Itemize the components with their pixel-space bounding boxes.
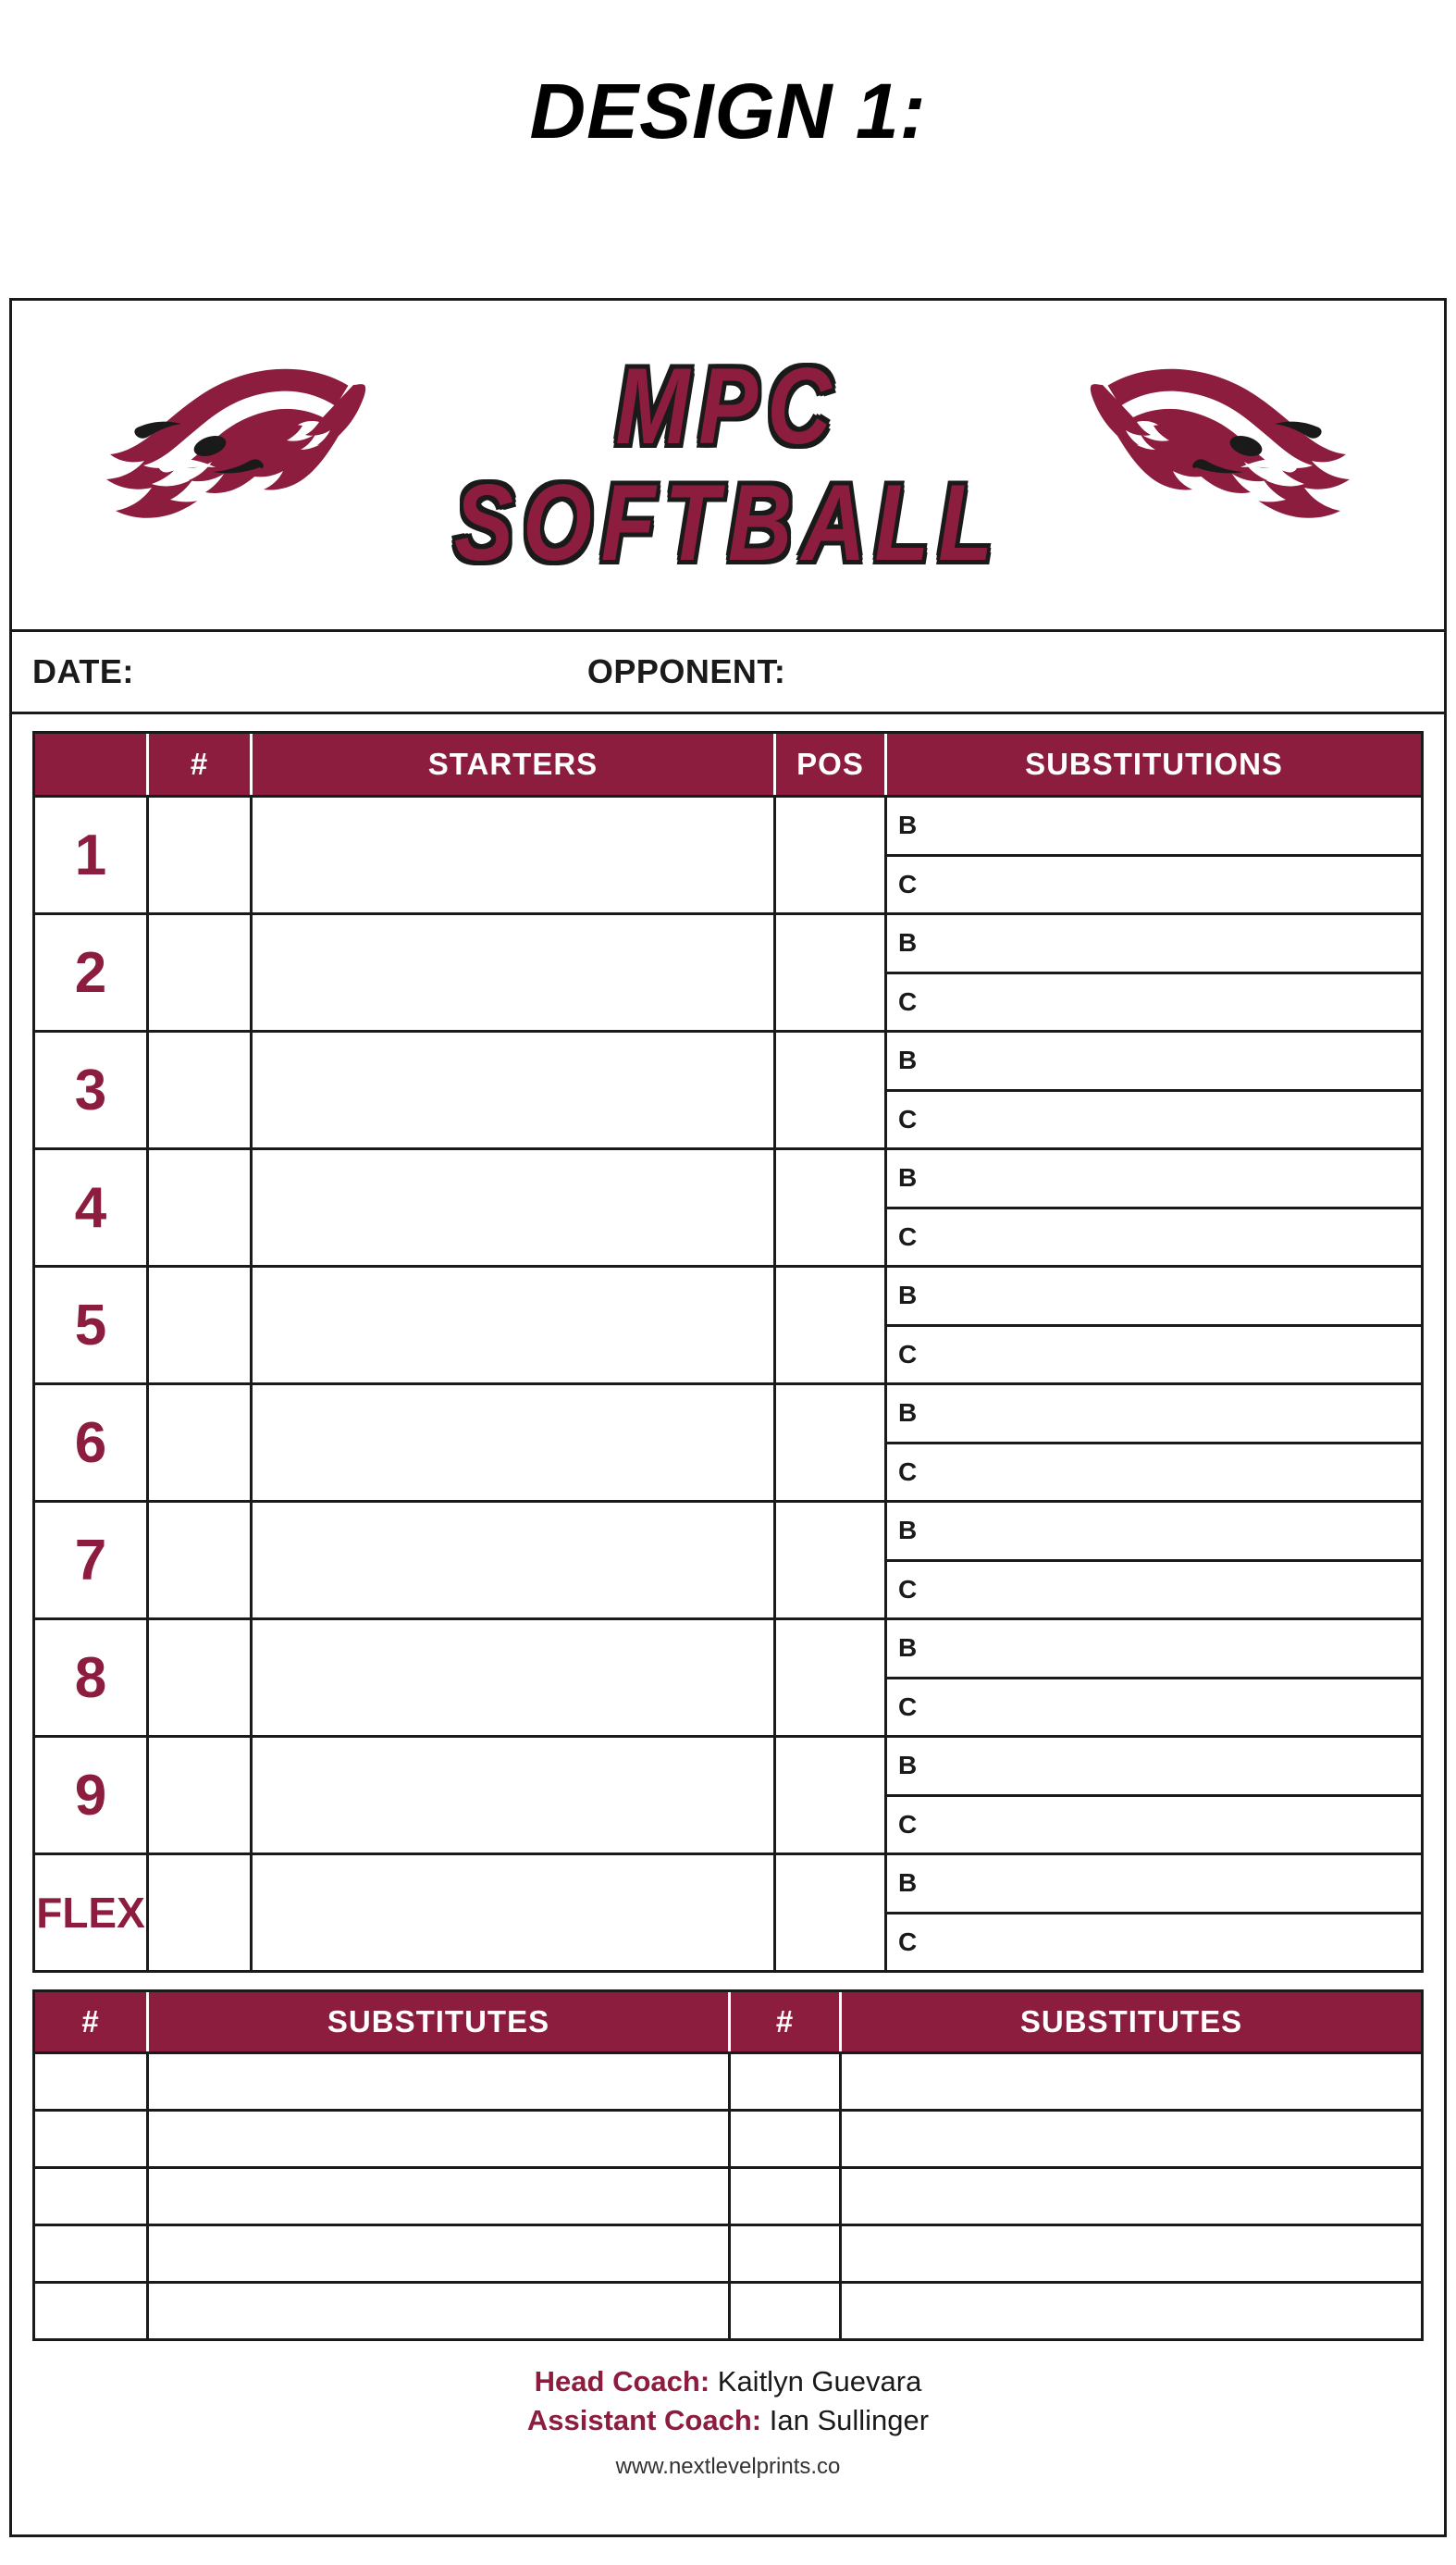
sub-slot-b[interactable]: B [898,1398,918,1428]
table-row [35,2051,1421,2109]
date-label: DATE: [32,652,134,690]
player-number-field[interactable] [146,1620,250,1735]
table-row [35,1265,1421,1382]
table-row [35,795,1421,912]
sub-slot-c[interactable]: C [887,1207,1421,1266]
player-number-field[interactable] [146,1268,250,1382]
table-row [35,2281,1421,2338]
sub-slot-c[interactable]: C [887,1442,1421,1501]
substitutions-cell [884,1620,1421,1735]
design-title: DESIGN 1: [529,68,927,155]
column-header-sub-number-left: # [81,2004,100,2038]
player-number-field[interactable] [146,1033,250,1147]
sub-slot-b[interactable]: B [898,1633,918,1663]
player-number-field[interactable] [146,1738,250,1852]
head-coach-name: Kaitlyn Guevara [717,2365,922,2398]
sub-slot-c[interactable]: C [887,1912,1421,1971]
substitutes-table-header [35,1992,1421,2051]
table-row [35,1147,1421,1265]
position-field[interactable] [773,915,884,1030]
lineup-table [32,731,1424,1973]
column-header-starters: STARTERS [250,734,773,795]
position-field[interactable] [773,1385,884,1500]
player-number-field[interactable] [146,1855,250,1970]
starter-name-field[interactable] [250,1385,773,1500]
sub-number-field[interactable] [35,2112,146,2166]
sub-slot-c[interactable]: C [887,1324,1421,1383]
substitutions-cell [884,798,1421,912]
starter-name-field[interactable] [250,1150,773,1265]
sub-number-field[interactable] [728,2054,839,2109]
starter-name-field[interactable] [250,915,773,1030]
sub-slot-b[interactable]: B [898,1046,918,1075]
batting-order-number: 5 [74,1293,107,1357]
column-header-pos: POS [773,734,884,795]
position-field[interactable] [773,1268,884,1382]
sub-slot-b[interactable]: B [898,1868,918,1898]
position-field[interactable] [773,1503,884,1617]
sub-name-field[interactable] [146,2054,728,2109]
player-number-field[interactable] [146,1150,250,1265]
position-field[interactable] [773,1855,884,1970]
sub-name-field[interactable] [839,2226,1421,2281]
starter-name-field[interactable] [250,1855,773,1970]
table-row [35,1382,1421,1500]
sub-slot-b[interactable]: B [898,1281,918,1310]
table-row [35,1735,1421,1852]
assistant-coach-name: Ian Sullinger [769,2404,930,2436]
position-field[interactable] [773,1033,884,1147]
starter-name-field[interactable] [250,1503,773,1617]
position-field[interactable] [773,1738,884,1852]
batting-order-number: 2 [74,940,107,1005]
substitutes-table [32,1989,1424,2341]
starter-name-field[interactable] [250,798,773,912]
sub-slot-c[interactable]: C [887,1794,1421,1853]
column-header-substitutes-right: SUBSTITUTES [839,1992,1421,2051]
sub-number-field[interactable] [728,2284,839,2338]
starter-name-field[interactable] [250,1738,773,1852]
sub-slot-c[interactable]: C [887,1559,1421,1618]
assistant-coach-line [12,2404,1444,2437]
sub-slot-c[interactable]: C [887,972,1421,1031]
table-row [35,2224,1421,2281]
team-title-line-2: SOFTBALL [454,462,1002,584]
table-row [35,1030,1421,1147]
player-number-field[interactable] [146,798,250,912]
sub-slot-c[interactable]: C [887,854,1421,913]
sub-slot-c[interactable]: C [887,1089,1421,1148]
substitutions-cell [884,1385,1421,1500]
card-footer [12,2365,1444,2480]
sub-name-field[interactable] [839,2169,1421,2224]
batting-order-number: 6 [74,1410,107,1475]
batting-order-number: 9 [74,1763,107,1828]
batting-order-number: 4 [74,1175,107,1240]
position-field[interactable] [773,1150,884,1265]
team-title-line-1: MPC [615,346,841,468]
sub-number-field[interactable] [728,2226,839,2281]
sub-slot-b[interactable]: B [898,1163,918,1193]
sub-number-field[interactable] [35,2169,146,2224]
batting-order-number: 7 [74,1528,107,1592]
batting-order-flex: FLEX [36,1889,145,1937]
sub-slot-b[interactable]: B [898,1516,918,1545]
sub-number-field[interactable] [728,2169,839,2224]
substitutions-cell [884,1033,1421,1147]
website-url: www.nextlevelprints.co [615,2454,841,2479]
substitutions-cell [884,1738,1421,1852]
table-row [35,1617,1421,1735]
table-row [35,2109,1421,2166]
sub-name-field[interactable] [839,2284,1421,2338]
column-header-sub-number-right: # [728,1992,839,2051]
table-row [35,1500,1421,1617]
starter-name-field[interactable] [250,1620,773,1735]
player-number-field[interactable] [146,915,250,1030]
wolf-head-logo-right-icon [1085,338,1427,569]
player-number-field[interactable] [146,1503,250,1617]
sub-number-field[interactable] [35,2054,146,2109]
sub-name-field[interactable] [146,2112,728,2166]
lineup-table-header [35,734,1421,795]
head-coach-line [12,2365,1444,2398]
sub-name-field[interactable] [146,2169,728,2224]
column-header-order [35,734,146,795]
sub-name-field[interactable] [146,2226,728,2281]
substitutions-cell [884,1503,1421,1617]
sub-slot-b[interactable]: B [898,928,918,958]
position-field[interactable] [773,1620,884,1735]
card-header [12,301,1444,629]
sub-slot-b[interactable]: B [898,1751,918,1780]
substitutions-cell [884,1855,1421,1970]
starter-name-field[interactable] [250,1268,773,1382]
table-row [35,1852,1421,1970]
substitutions-cell [884,915,1421,1030]
sub-name-field[interactable] [839,2112,1421,2166]
batting-order-number: 3 [74,1058,107,1122]
substitutions-cell [884,1268,1421,1382]
sub-slot-b[interactable]: B [898,811,918,840]
sub-number-field[interactable] [35,2284,146,2338]
sub-number-field[interactable] [728,2112,839,2166]
batting-order-number: 1 [74,823,107,887]
sub-number-field[interactable] [35,2226,146,2281]
lineup-card [9,298,1447,2537]
column-header-substitutes-left: SUBSTITUTES [146,1992,728,2051]
assistant-coach-label: Assistant Coach: [526,2404,762,2436]
wolf-head-logo-left-icon [29,338,371,569]
column-header-number: # [146,734,250,795]
starter-name-field[interactable] [250,1033,773,1147]
table-row [35,912,1421,1030]
table-row [35,2166,1421,2224]
date-opponent-row [12,629,1444,714]
sub-name-field[interactable] [839,2054,1421,2109]
sub-name-field[interactable] [146,2284,728,2338]
sub-slot-c[interactable]: C [887,1677,1421,1736]
substitutions-cell [884,1150,1421,1265]
column-header-substitutions: SUBSTITUTIONS [884,734,1421,795]
opponent-label: OPPONENT: [586,652,786,690]
position-field[interactable] [773,798,884,912]
player-number-field[interactable] [146,1385,250,1500]
team-title [454,346,1002,584]
batting-order-number: 8 [74,1645,107,1710]
head-coach-label: Head Coach: [534,2365,710,2398]
